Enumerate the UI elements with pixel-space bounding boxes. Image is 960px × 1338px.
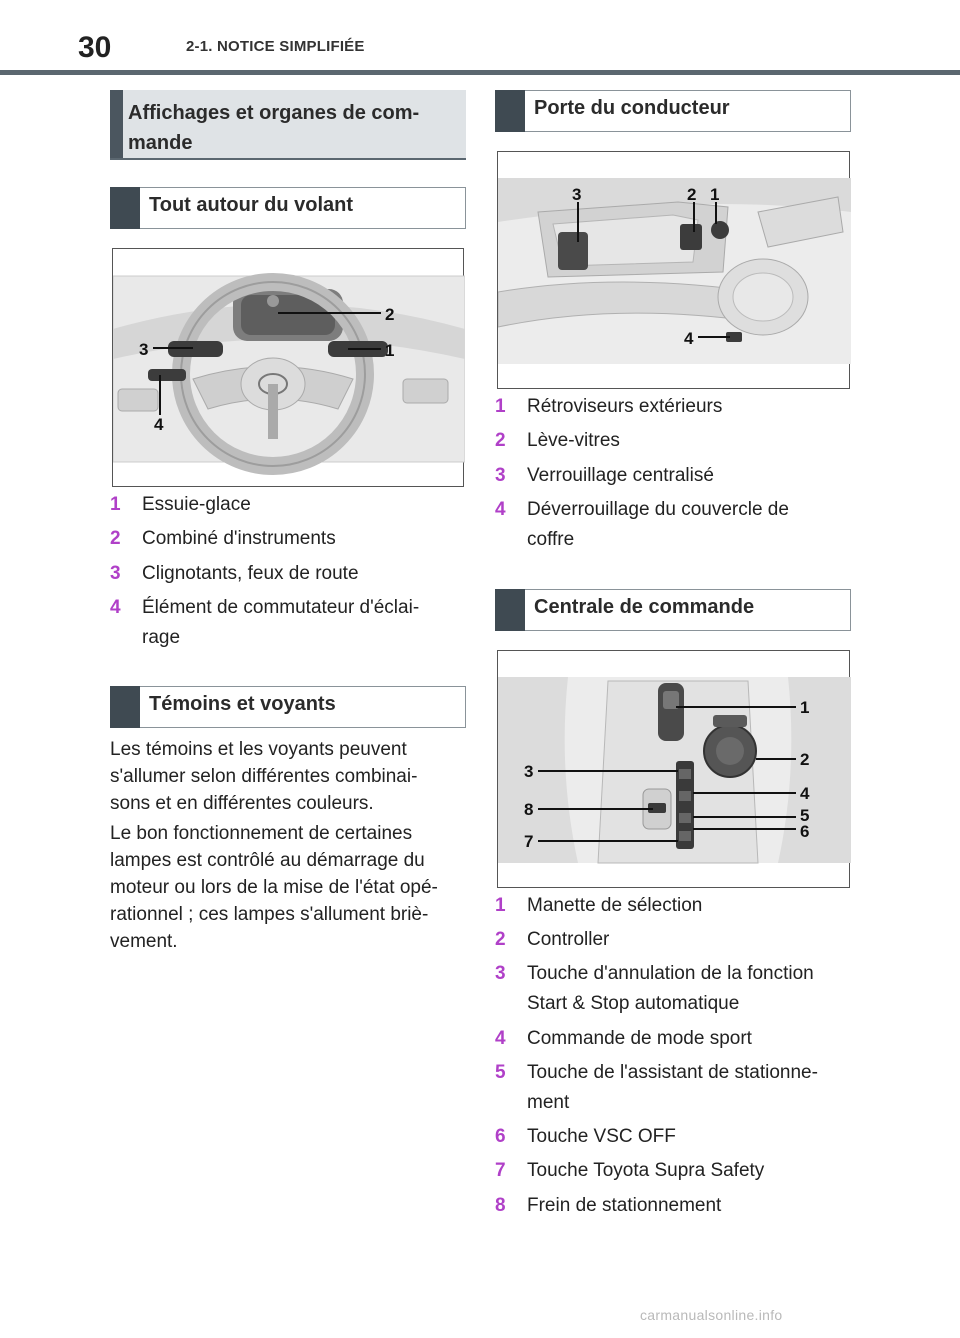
text-line: rationnel ; ces lampes s'allument briè- [110,904,429,925]
item-label: Rétroviseurs extérieurs [527,396,723,417]
text-line: sons et en différentes couleurs. [110,793,374,814]
item-label: Combiné d'instruments [142,528,336,549]
console-callout-6: 6 [800,822,810,841]
section-title [128,98,456,158]
paragraph-1 [110,736,470,817]
page-number: 30 [78,31,112,64]
subsection-bar [110,187,140,229]
item-label: Essuie-glace [142,494,251,515]
console-callout-2: 2 [800,750,810,769]
console-callout-8: 8 [524,800,534,819]
item-number: 3 [495,963,506,984]
console-illustration [498,651,851,889]
door-callout-2: 2 [687,185,697,204]
item-number: 6 [495,1126,506,1147]
item-number: 1 [110,494,121,515]
item-number: 3 [495,465,506,486]
section-title-line-2: mande [128,132,193,154]
item-label: Touche VSC OFF [527,1126,676,1147]
item-number: 4 [110,597,121,618]
item-label: ment [527,1092,570,1113]
item-label: Touche d'annulation de la fonction [527,963,814,984]
header-rule [0,70,960,75]
door-callout-3: 3 [572,185,582,204]
item-label: coffre [527,529,575,550]
console-callout-7: 7 [524,832,534,851]
text-line: moteur ou lors de la mise de l'état opé- [110,877,438,898]
steering-figure [112,248,464,487]
item-number: 2 [495,929,506,950]
subsection-bar [110,686,140,728]
subsection-warning-lights [110,686,466,728]
item-number: 1 [495,396,506,417]
item-label: Commande de mode sport [527,1028,752,1049]
subsection-bar [495,90,525,132]
item-number: 2 [110,528,121,549]
item-number: 4 [495,499,506,520]
paragraph-2 [110,820,470,955]
subsection-driver-door [495,90,851,132]
chapter-title: 2-1. NOTICE SIMPLIFIÉE [186,38,365,55]
door-callout-4: 4 [684,329,694,348]
subsection-steering [110,187,466,229]
item-label: Manette de sélection [527,895,703,916]
text-line: vement. [110,931,178,952]
steering-callout-4: 4 [154,415,164,434]
console-callout-5: 5 [800,806,810,825]
text-line: Le bon fonctionnement de certaines [110,823,413,844]
item-number: 1 [495,895,506,916]
item-label: Start & Stop automatique [527,993,740,1014]
item-label: Frein de stationnement [527,1195,722,1216]
item-label: Controller [527,929,610,950]
item-label: Déverrouillage du couvercle de [527,499,789,520]
item-label: Clignotants, feux de route [142,563,359,584]
subsection-title: Témoins et voyants [149,693,336,715]
page-header [0,0,960,78]
text-line: s'allumer selon différentes combinai- [110,766,418,787]
console-figure [497,650,850,888]
item-number: 3 [110,563,121,584]
item-label: Touche de l'assistant de stationne- [527,1062,818,1083]
item-label: Verrouillage centralisé [527,465,714,486]
item-label: rage [142,627,181,648]
item-number: 5 [495,1062,506,1083]
section-title-line-1: Affichages et organes de com- [128,102,420,124]
item-label: Élément de commutateur d'éclai- [142,597,420,618]
door-callout-1: 1 [710,185,720,204]
item-number: 2 [495,430,506,451]
steering-callout-3: 3 [139,340,149,359]
console-callout-4: 4 [800,784,810,803]
text-line: Les témoins et les voyants peuvent [110,739,407,760]
subsection-bar [495,589,525,631]
item-number: 4 [495,1028,506,1049]
console-callout-1: 1 [800,698,810,717]
subsection-title: Centrale de commande [534,596,755,618]
subsection-title: Porte du conducteur [534,97,730,119]
section-bar [110,90,123,158]
steering-callout-1: 1 [385,341,395,360]
section-displays-controls [110,90,466,160]
steering-callout-2: 2 [385,305,395,324]
item-label: Touche Toyota Supra Safety [527,1160,765,1181]
item-label: Lève-vitres [527,430,620,451]
subsection-center-console [495,589,851,631]
item-number: 8 [495,1195,506,1216]
item-number: 7 [495,1160,506,1181]
console-callout-3: 3 [524,762,534,781]
door-illustration [498,152,851,390]
door-figure [497,151,850,389]
steering-illustration [113,249,465,488]
subsection-title: Tout autour du volant [149,194,354,216]
watermark: carmanualsonline.info [640,1307,783,1323]
text-line: lampes est contrôlé au démarrage du [110,850,425,871]
